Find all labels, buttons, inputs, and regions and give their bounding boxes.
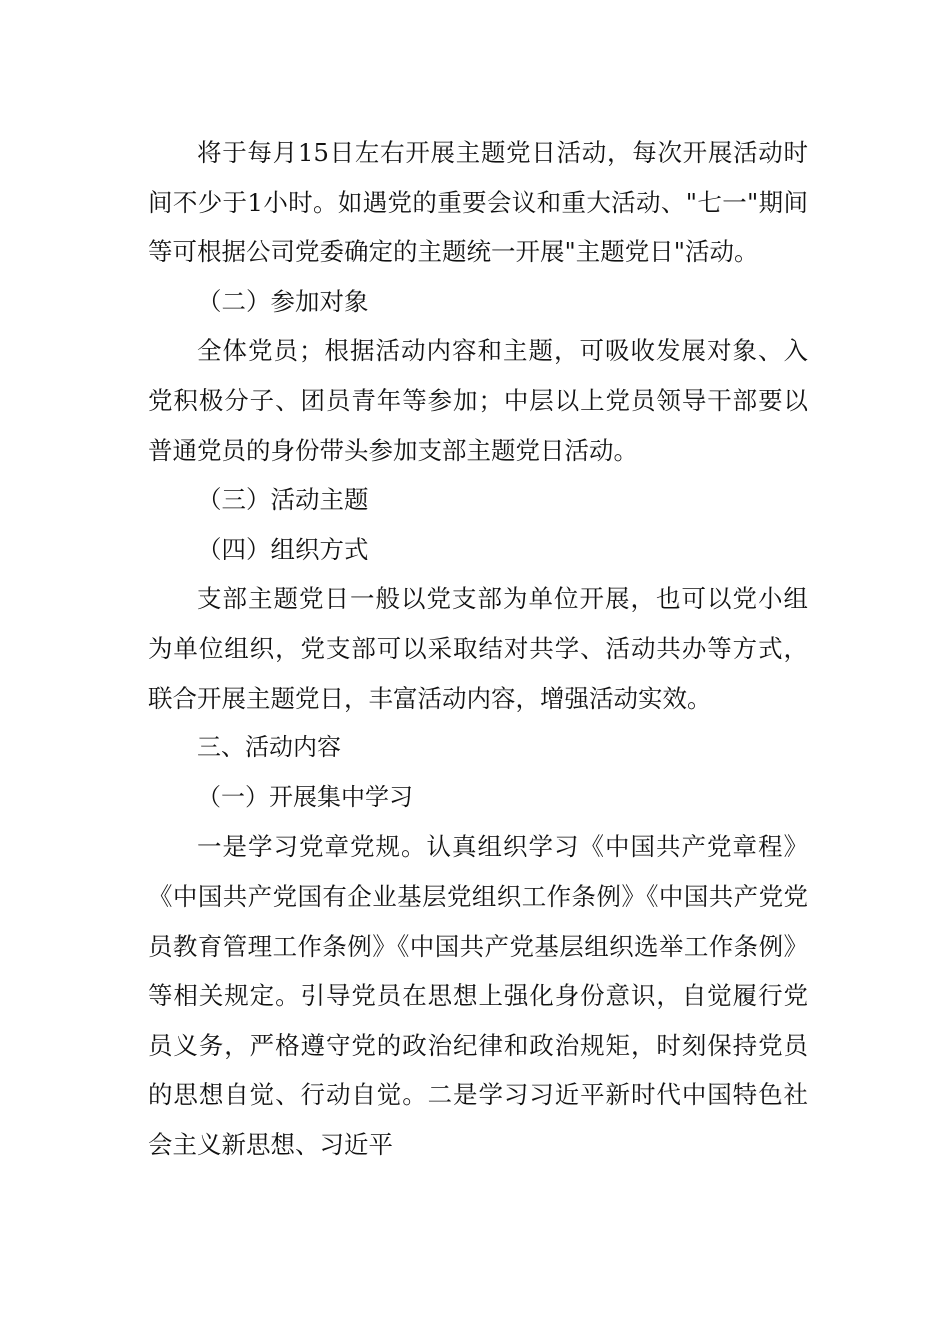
subheading-organization-method: （四）组织方式: [197, 534, 369, 564]
subheading-concentrated-study: （一）开展集中学习: [197, 782, 413, 811]
subheading-activity-theme: （三）活动主题: [197, 485, 369, 515]
paragraph-activity-schedule: 将于每月15日左右开展主题党日活动，每次开展活动时间不少于1小时。如遇党的重要会议和重大活动、"七一"期间等可根据公司党委确定的主题统一开展"主题党日"活动。: [148, 138, 808, 267]
paragraph-organization-method: 支部主题党日一般以党支部为单位开展，也可以党小组为单位组织，党支部可以采取结对共学、活动共办等方式，联合开展主题党日，丰富活动内容，增强活动实效。: [148, 584, 808, 713]
paragraph-participants: 全体党员；根据活动内容和主题，可吸收发展对象、入党积极分子、团员青年等参加；中层以上党员领导干部要以普通党员的身份带头参加支部主题党日活动。: [148, 336, 808, 465]
subheading-participants: （二）参加对象: [197, 286, 369, 316]
paragraph-concentrated-study: 一是学习党章党规。认真组织学习《中国共产党章程》《中国共产党国有企业基层党组织工作条例》《中国共产党党员教育管理工作条例》《中国共产党基层组织选举工作条例》等相关规定。引导党员在思想上强化身份意识，自觉履行党员义务，严格遵守党的政治纪律和政治规矩，时刻保持党员的思想自觉、行动自觉。二是学习习近平新时代中国特色社会主义新思想、习近平: [148, 832, 808, 1159]
section-heading-activity-content: 三、活动内容: [197, 733, 341, 762]
document-body: [148, 128, 808, 1169]
